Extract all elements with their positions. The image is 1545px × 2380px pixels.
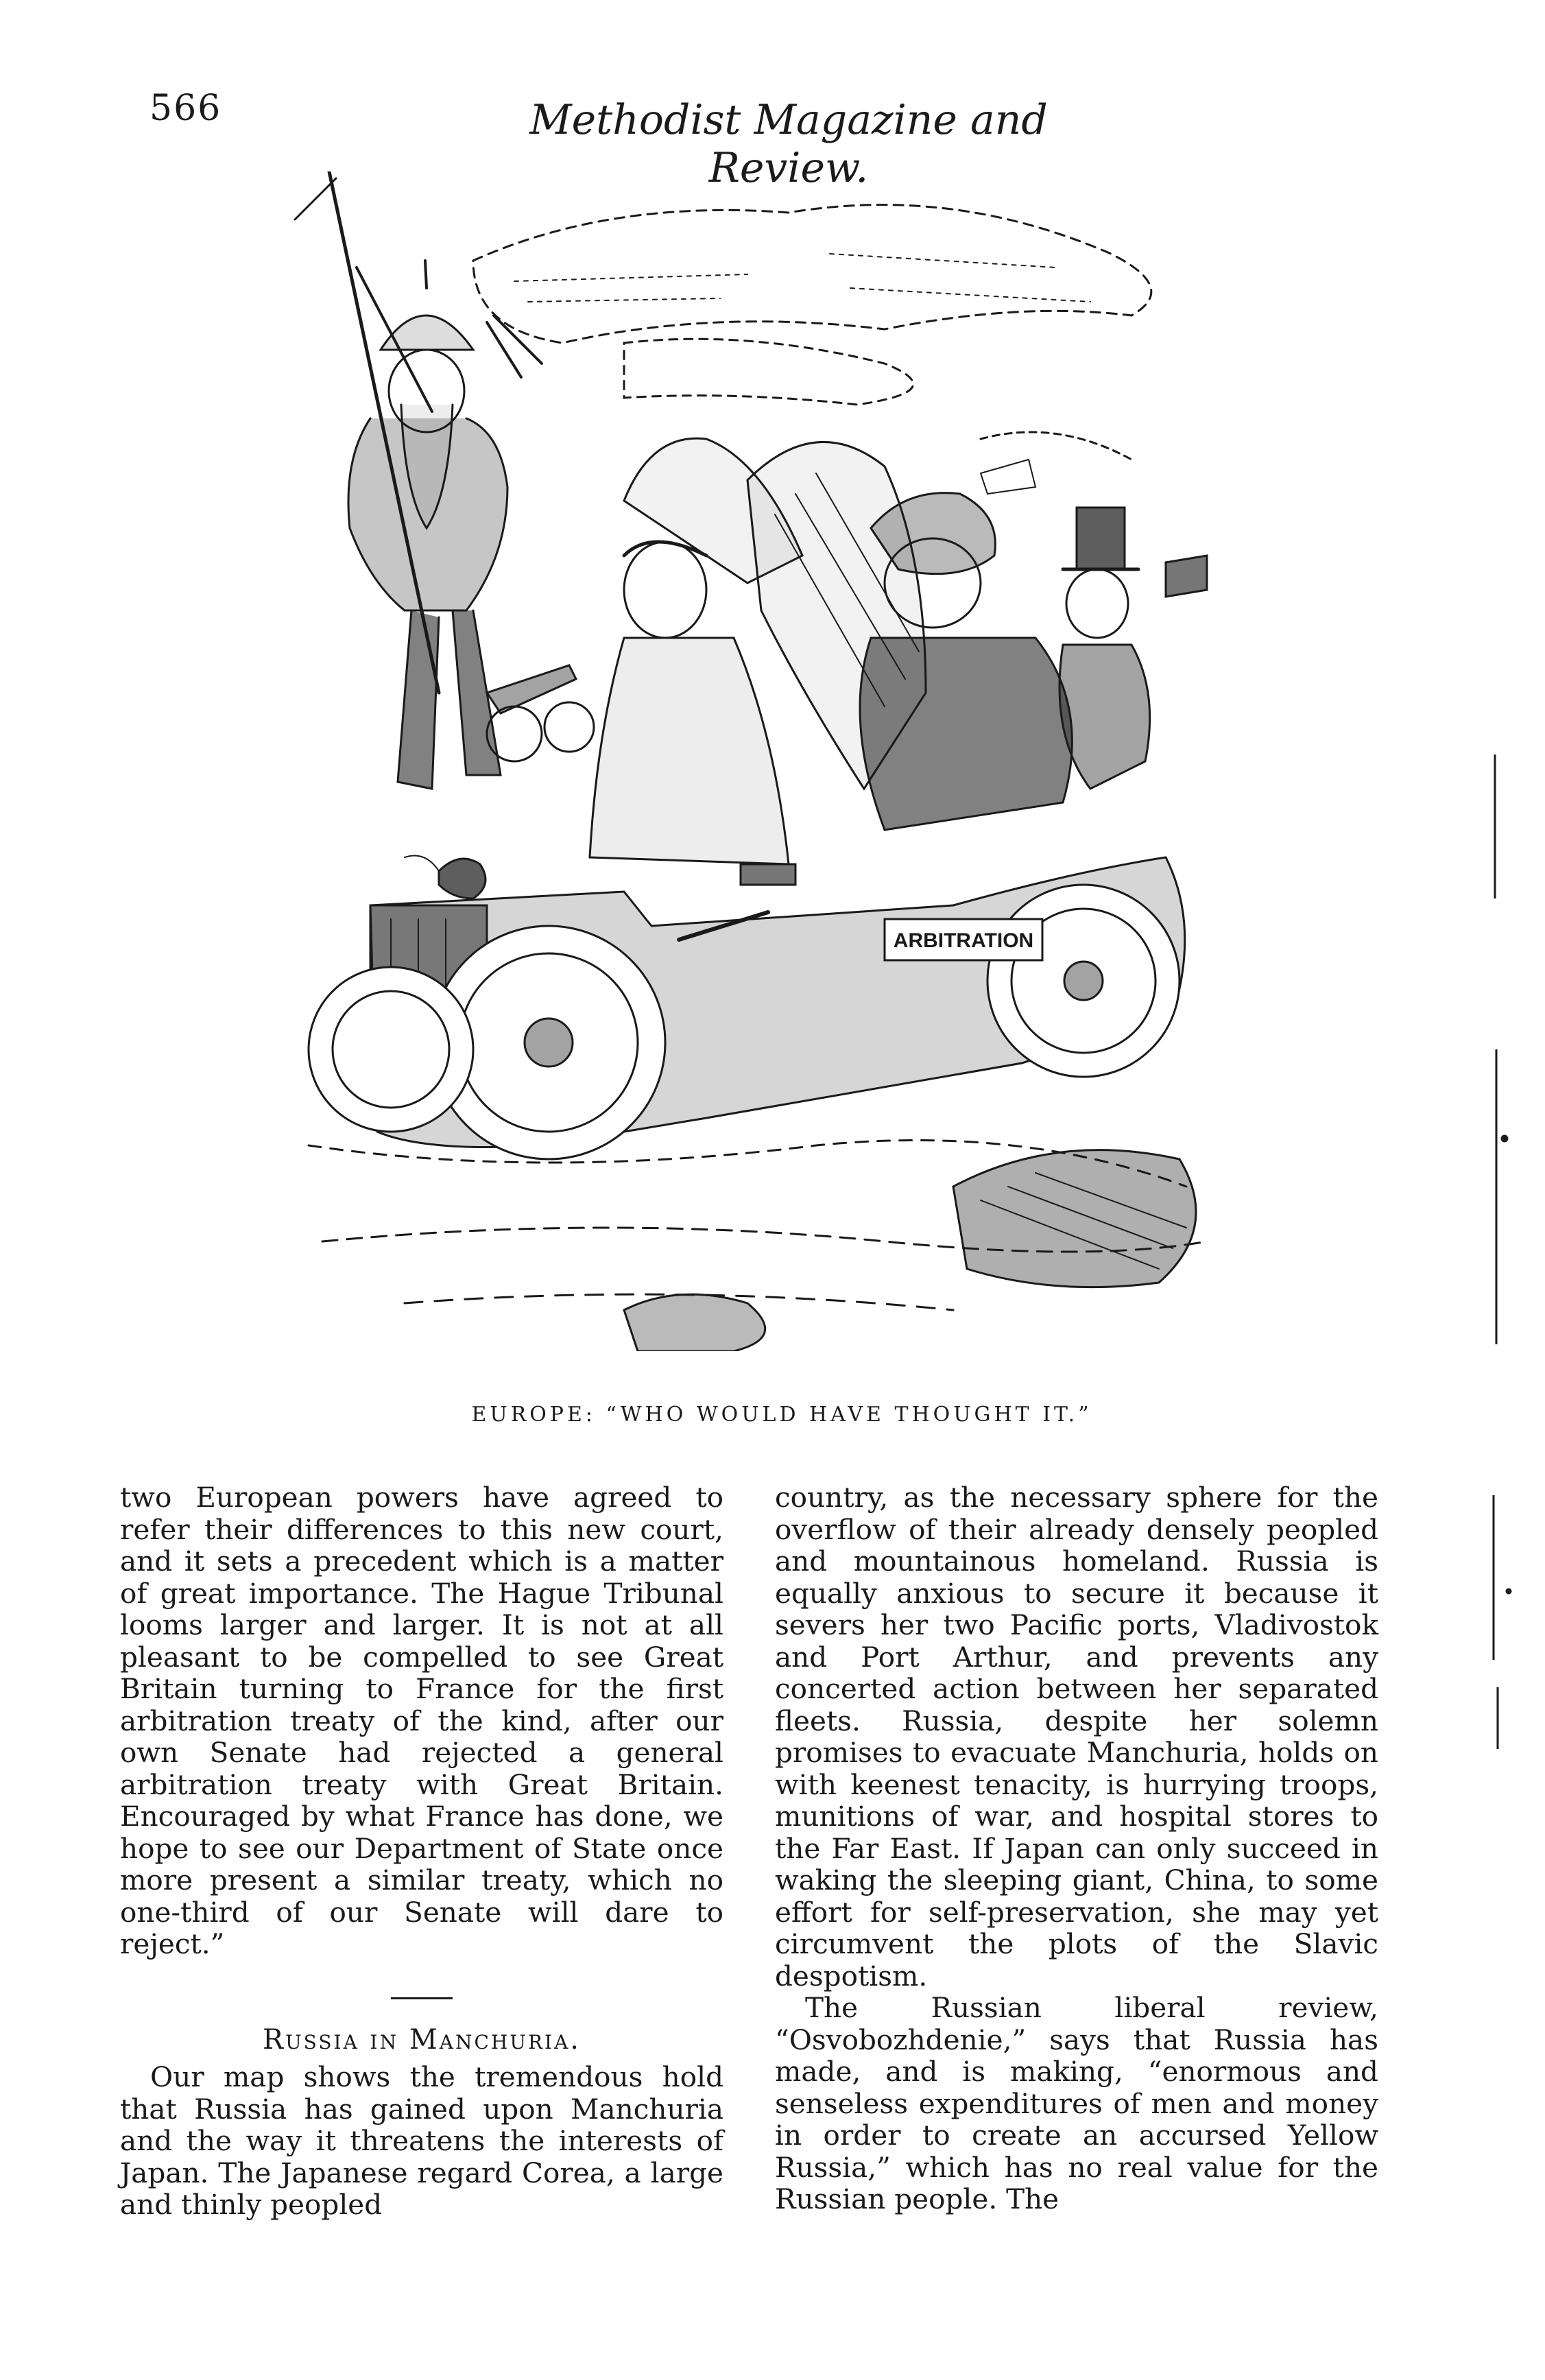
left-column	[120, 1481, 723, 2221]
section-divider	[391, 1997, 453, 1999]
page-number: 566	[149, 88, 222, 129]
car-label: ARBITRATION	[893, 929, 1034, 952]
illustration-caption: EUROPE: “WHO WOULD HAVE THOUGHT IT.”	[471, 1403, 1092, 1427]
running-head: Methodist Magazine and Review.	[529, 96, 1048, 192]
bird	[405, 856, 486, 899]
cartoon-illustration	[267, 171, 1262, 1351]
paragraph: two European powers have agreed to refer their differences to this new court, and it sets a precedent which is a matter of great importance. The Hague Tribunal looms larger and larger. It is not at all pleasant to be compelled to see Great Britain turning to France for the first arbitration treaty of the kind, after our own Senate had rejected a general arbitration treaty with Great Britain. Encouraged by what France has done, we hope to see our Department of State once more present a similar treaty, which no one-third of our Senate will dare to reject.”	[120, 1481, 723, 1960]
sky-clouds	[473, 205, 1151, 460]
paragraph: The Russian liberal review, “Osvobozhdenie,” says that Russia has made, and is making, “enormous and senseless expenditures of men and money in order to create an accursed Yellow Russia,” which has no real value for the Russian people. The	[775, 1991, 1378, 2215]
right-column	[775, 1481, 1378, 2215]
paragraph: Our map shows the tremendous hold that Russia has gained upon Manchuria and the way it threatens the interests of Japan. The Japanese regard Corea, a large and thinly peopled	[120, 2060, 723, 2221]
paragraph: country, as the necessary sphere for the overflow of their already densely peopled and mountainous homeland. Russia is equally anxious to secure it because it severs her two Pacific ports, Vladivostok and Port Arthur, and prevents any concerted action between her separated fleets. Russia, despite her solemn promises to evacuate Manchuria, holds on with keenest tenacity, is hurrying troops, munitions of war, and hospital stores to the Far East. If Japan can only succeed in waking the sleeping giant, China, to some effort for self-preservation, she may yet circumvent the plots of the Slavic despotism.	[775, 1481, 1378, 1992]
automobile	[309, 857, 1185, 1159]
page-edge-marks	[1481, 741, 1522, 1770]
section-heading: Russia in Manchuria.	[262, 2023, 582, 2056]
road	[309, 1141, 1207, 1352]
cannon	[487, 665, 594, 761]
passengers	[860, 460, 1207, 830]
